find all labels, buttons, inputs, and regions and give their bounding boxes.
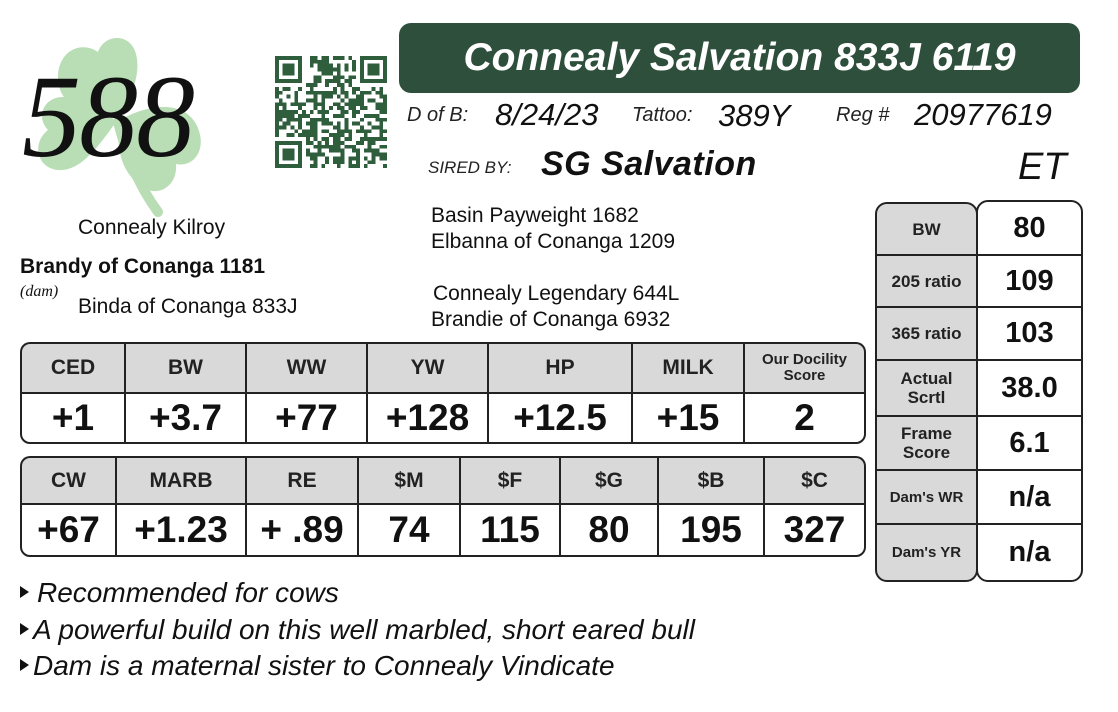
epd-value-milk: +15 <box>633 394 745 442</box>
note-item: A powerful build on this well marbled, short eared bull <box>20 614 695 646</box>
epd-value-c: 327 <box>783 509 846 550</box>
reg-value: 20977619 <box>914 97 1052 132</box>
tattoo-value: 389Y <box>718 98 791 133</box>
stat-value-frame: 6.1 <box>978 417 1081 471</box>
qr-code-icon[interactable] <box>272 56 390 168</box>
epd-row2-header <box>20 456 866 503</box>
epd-header-g: $G <box>561 458 659 503</box>
epd-value-yw: +128 <box>368 394 489 442</box>
bullet-triangle-icon <box>20 623 29 635</box>
epd-header-ww: WW <box>247 344 368 392</box>
stats-value-column <box>976 200 1083 582</box>
stat-label-365: 365 ratio <box>877 308 976 361</box>
epd-header-b: $B <box>659 458 765 503</box>
dob-value: 8/24/23 <box>495 97 599 132</box>
epd-header-c: $C <box>801 468 828 492</box>
epd-row2-values <box>20 503 866 557</box>
epd-value-docility: 2 <box>794 397 815 438</box>
animal-name: Connealy Salvation 833J 6119 <box>463 36 1016 79</box>
stat-value-205: 109 <box>978 256 1081 308</box>
note-item: Dam is a maternal sister to Connealy Vindicate <box>20 650 615 682</box>
epd-header-docility: Our Docility Score <box>761 351 847 384</box>
stat-value-scrotal: 38.0 <box>978 361 1081 417</box>
maternal-grandsire: Connealy Kilroy <box>78 216 226 239</box>
stats-label-column <box>875 202 978 582</box>
epd-value-g: 80 <box>561 505 659 555</box>
epd-header-hp: HP <box>489 344 633 392</box>
maternal-granddam: Binda of Conanga 833J <box>78 295 298 318</box>
stat-label-bw: BW <box>877 204 976 256</box>
epd-header-re: RE <box>247 458 359 503</box>
dam-line-dam: Brandie of Conanga 6932 <box>431 308 671 331</box>
epd-value-m: 74 <box>359 505 461 555</box>
epd-header-milk: MILK <box>633 344 745 392</box>
dam-tag: (dam) <box>20 283 59 300</box>
lot-number: 588 <box>22 51 193 182</box>
note-item: Recommended for cows <box>20 577 339 609</box>
sire-dam: Elbanna of Conanga 1209 <box>431 230 676 253</box>
stat-value-365: 103 <box>978 308 1081 361</box>
stat-value-dam-wr: n/a <box>978 471 1081 525</box>
sire-name: SG Salvation <box>541 145 757 183</box>
tattoo-label: Tattoo: <box>632 104 693 126</box>
epd-value-ww: +77 <box>247 394 368 442</box>
epd-row1-header <box>20 342 866 392</box>
stat-value-bw: 80 <box>978 202 1081 256</box>
epd-value-ced: +1 <box>22 394 126 442</box>
dam-line-sire: Connealy Legendary 644L <box>433 282 680 305</box>
stat-label-scrotal: Actual Scrtl <box>877 361 976 417</box>
epd-value-hp: +12.5 <box>489 394 633 442</box>
stat-label-dam-yr: Dam's YR <box>891 544 962 561</box>
dam-name: Brandy of Conanga 1181 <box>20 255 266 278</box>
epd-value-marb: +1.23 <box>117 505 247 555</box>
dob-label: D of B: <box>407 104 469 126</box>
epd-row1-values <box>20 392 866 444</box>
epd-header-bw: BW <box>126 344 247 392</box>
epd-value-bw: +3.7 <box>126 394 247 442</box>
reg-label: Reg # <box>836 104 890 126</box>
stat-value-dam-yr: n/a <box>1008 536 1051 568</box>
epd-value-re: + .89 <box>247 505 359 555</box>
epd-value-cw: +67 <box>22 505 117 555</box>
sired-by-label: SIRED BY: <box>428 158 512 177</box>
epd-value-f: 115 <box>461 505 561 555</box>
et-badge: ET <box>1018 146 1067 188</box>
epd-header-marb: MARB <box>117 458 247 503</box>
bullet-triangle-icon <box>20 659 29 671</box>
title-banner <box>399 23 1080 93</box>
epd-header-ced: CED <box>22 344 126 392</box>
stat-label-205: 205 ratio <box>877 256 976 308</box>
stat-label-frame: Frame Score <box>877 417 976 471</box>
sire-sire: Basin Payweight 1682 <box>431 204 639 227</box>
epd-value-b: 195 <box>659 505 765 555</box>
stat-label-dam-wr: Dam's WR <box>877 471 976 525</box>
epd-header-f: $F <box>461 458 561 503</box>
epd-header-m: $M <box>359 458 461 503</box>
epd-header-cw: CW <box>22 458 117 503</box>
epd-header-yw: YW <box>368 344 489 392</box>
bullet-triangle-icon <box>20 586 29 598</box>
